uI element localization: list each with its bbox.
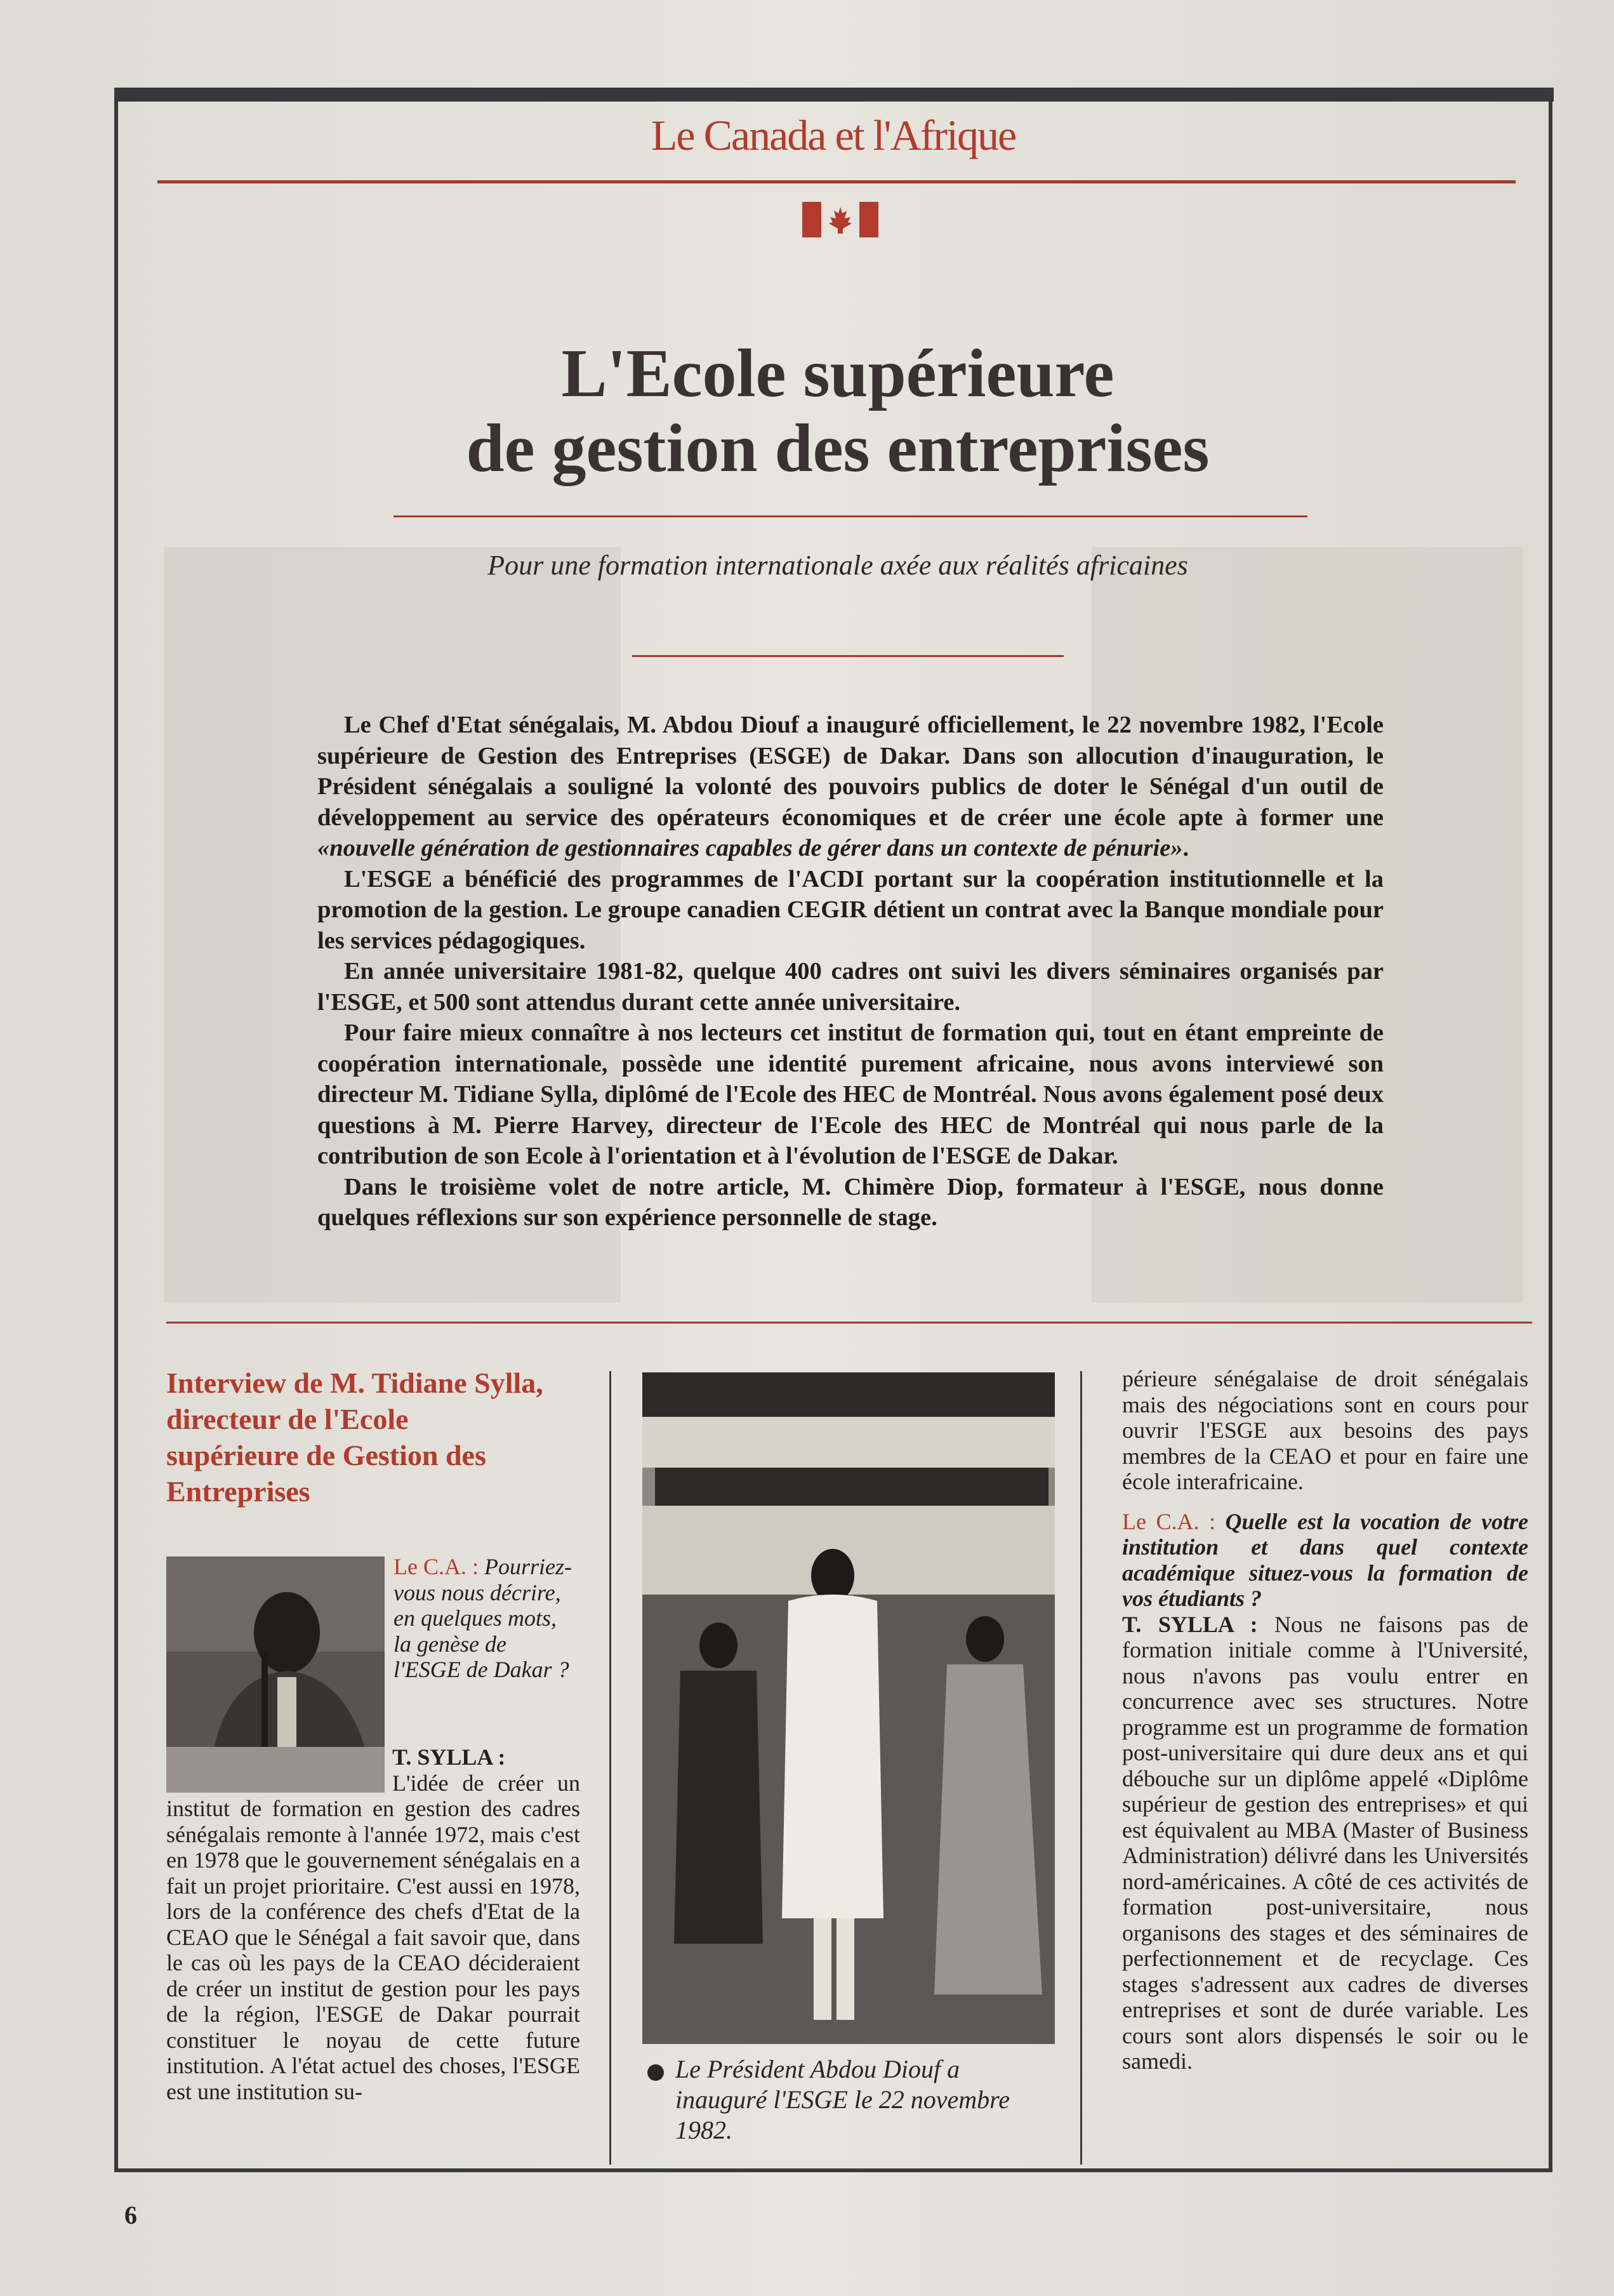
caption-bullet-icon [647,2064,664,2081]
inauguration-photo [642,1372,1055,2044]
intro-paragraph-4: Pour faire mieux connaître à nos lecteurs cet institut de formation qui, tout en étant empreinte de coopération internationale, possède une identité purement africaine, nous avons interviewé son directeur M. Tidiane Sylla, diplômé de l'Ecole des HEC de Montréal. Nous avons également posé deux questions à M. Pierre Harvey, directeur de l'Ecole des HEC de Montréal qui nous parle de la contribution de son Ecole à l'orientation et à l'évolution de l'ESGE de Dakar. [317,1019,1384,1169]
q2-wrap [1122,1509,1528,1612]
frame-right-border [1549,88,1552,2172]
article-subhead: Pour une formation internationale axée aux réalités africaines [487,550,1188,581]
interview-title: Interview de M. Tidiane Sylla, directeur de l'Ecole supérieure de Gestion des Entreprises [166,1367,543,1508]
interview-q1-wrap [394,1554,579,1683]
headline-rule [394,515,1307,517]
intro-text [317,710,1384,1233]
column-divider-1 [609,1371,611,2165]
q1-text: Pourriez-vous nous décrire, en quelques mots, la genèse de l'ESGE de Dakar ? [394,1554,572,1682]
q2-text: Quelle est la vocation de votre institution et dans quel contexte académique situez-vous la formation de vos étudiants ? [1122,1508,1529,1611]
a1-continued: périeure sénégalaise de droit sénégalais mais des négociations sont en cours pour ouvrir l'ESGE aux besoins des pays membres de la CEAO et pour en faire une école interafricaine. [1122,1366,1528,1494]
interview-a1 [166,1744,580,2104]
q2-label: Le C.A. : [1122,1508,1216,1534]
a1-text: L'idée de créer un institut de formation en gestion des cadres sénégalais remonte à l'année 1972, mais c'est en 1978 que le gouvernement sénégalais en a fait un projet prioritaire. C'est aussi en 1978, lors de la conférence des chefs d'Etat de la CEAO que le Sénégal a fait savoir que, dans le cas où les pays de la CEAO décideraient de créer un institut de gestion pour les pays de la région, l'ESGE de Dakar pourrait constituer le noyau de cette future institution. A l'état actuel des choses, l'ESGE est une institution su- [166,1770,580,2104]
section-rule [166,1322,1532,1324]
photo-caption: Le Président Abdou Diouf a inauguré l'ESGE le 22 novembre 1982. [675,2055,1010,2144]
a2-wrap [1122,1612,1528,2074]
masthead-rule [157,180,1516,183]
article-headline [190,336,1485,486]
intro-quote: «nouvelle génération de gestionnaires capables de gérer dans un contexte de pénurie» [317,835,1183,861]
a2-text: Nous ne faisons pas de formation initiale comme à l'Université, nous n'avons pas voulu entrer en concurrence avec ses structures. Notre programme est un programme de formation post-universitaire qui dure deux ans et qui débouche sur un diplôme appelé «Diplôme supérieur de gestion des entreprises» et qui est équivalent au MBA (Master of Business Administration) délivré dans les Universités nord-américaines. A côté de ces activités de formation post-universitaire, nous organisons des stages et des séminaires de perfectionnement et de recyclage. Ces stages s'adressent aux cadres de diverses entreprises et sont de durée variable. Les cours sont alors dispensés le soir ou le samedi. [1122,1611,1528,2074]
canada-flag-icon [802,202,878,237]
frame-left-border [114,88,118,2172]
q1-label: Le C.A. : [394,1554,479,1579]
intro-paragraph-1: Le Chef d'Etat sénégalais, M. Abdou Diouf a inauguré officiellement, le 22 novembre 1982, l'Ecole supérieure de Gestion des Entreprises (ESGE) de Dakar. Dans son allocution d'inauguration, le Président sénégalais a souligné la volonté des pouvoirs publics de doter le Sénégal d'un outil de développement au service des opérateurs économiques et de créer une école apte à former une «nouvelle génération de gestionnaires capables de gérer dans un contexte de pénurie». [317,712,1384,861]
intro-paragraph-5: Dans le troisième volet de notre article, M. Chimère Diop, formateur à l'ESGE, nous donne quelques réflexions sur son expérience personnelle de stage. [317,1173,1384,1231]
frame-top-bar [114,88,1554,102]
masthead-title: Le Canada et l'Afrique [651,111,1016,159]
intro-paragraph-2: L'ESGE a bénéficié des programmes de l'ACDI portant sur la coopération institutionnelle et la promotion de la gestion. Le groupe canadien CEGIR détient un contrat avec la Banque mondiale pour les services pédagogiques. [317,865,1384,954]
intro-paragraph-3: En année universitaire 1981-82, quelque 400 cadres ont suivi les divers séminaires organisés par l'ESGE, et 500 sont attendus durant cette année universitaire. [317,958,1384,1016]
frame-bottom-border [114,2168,1552,2172]
interview-col-3 [1122,1366,1528,2074]
page-number: 6 [124,2201,137,2229]
a2-label: T. SYLLA : [1122,1611,1258,1637]
a1-label: T. SYLLA : [392,1744,506,1770]
subhead-rule [632,655,1064,657]
headline-line-2: de gestion des entreprises [466,411,1210,486]
headline-line-1: L'Ecole supérieure [561,336,1115,411]
column-divider-2 [1080,1371,1082,2165]
